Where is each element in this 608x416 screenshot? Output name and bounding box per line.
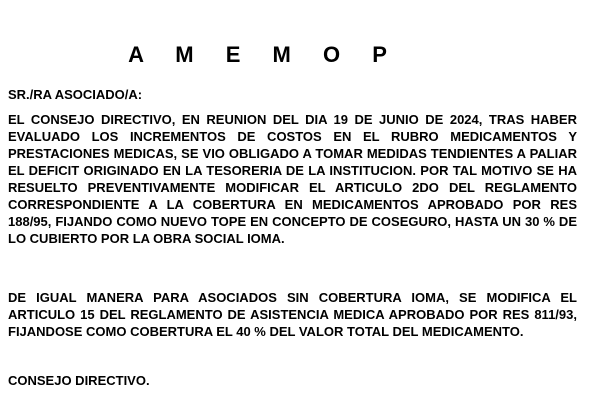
document-title: A M E M O P	[128, 42, 400, 67]
paragraph-2: DE IGUAL MANERA PARA ASOCIADOS SIN COBERTURA IOMA, SE MODIFICA EL ARTICULO 15 DEL REGLAMENTO DE ASISTENCIA MEDICA APROBADO POR RES 811/93, FIJANDOSE COMO COBERTURA EL 40 % DEL VALOR TOTAL DEL MEDICAMENTO.	[8, 290, 577, 339]
signature: CONSEJO DIRECTIVO.	[8, 373, 150, 388]
salutation: SR./RA ASOCIADO/A:	[8, 87, 143, 102]
paragraph-1: EL CONSEJO DIRECTIVO, EN REUNION DEL DIA 19 DE JUNIO DE 2024, TRAS HABER EVALUADO LOS INCREMENTOS DE COSTOS EN EL RUBRO MEDICAMENTOS Y PRESTACIONES MEDICAS, SE VIO OBLIGADO A TOMAR MEDIDAS TENDIENTES A PALIAR EL DEFICIT ORIGINADO EN LA TESORERIA DE LA INSTITUCION. POR TAL MOTIVO SE HA RESUELTO PREVENTIVAMENTE MODIFICAR EL ARTICULO 2DO DEL REGLAMENTO CORRESPONDIENTE A LA COBERTURA EN MEDICAMENTOS APROBADO POR RES 188/95, FIJANDO COMO NUEVO TOPE EN CONCEPTO DE COSEGURO, HASTA UN 30 % DE LO CUBIERTO POR LA OBRA SOCIAL IOMA.	[8, 112, 577, 246]
